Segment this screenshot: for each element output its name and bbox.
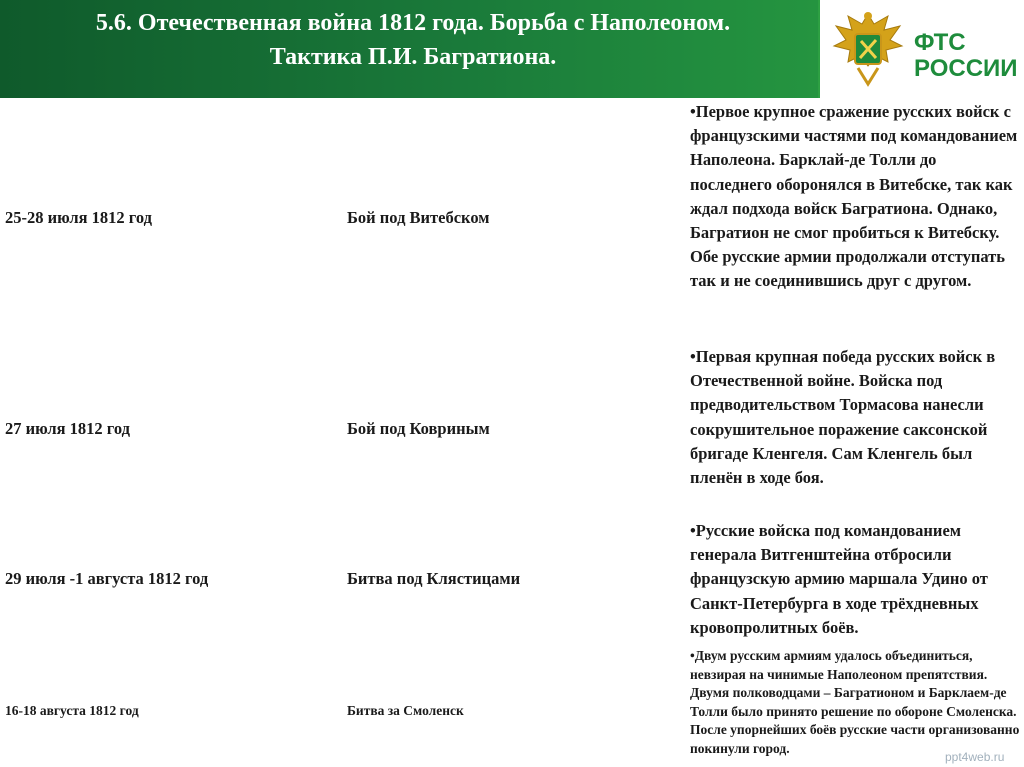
logo-text — [914, 30, 1018, 82]
table-row — [0, 344, 1024, 516]
row-event: Битва за Смоленск — [347, 703, 464, 718]
row-description: •Первое крупное сражение русских войск с французскими частями под командованием Наполеона. Барклай-де Толли до последнего оборонялся в Витебске, так как ждал подхода войск Багратиона. Однако, Багратион не смог пробиться к Витебску. Обе русские армии продолжали отступать так и не соединившись друг с другом. — [690, 102, 1018, 291]
row-event: Бой под Ковриным — [347, 419, 490, 438]
table-row — [0, 646, 1024, 767]
row-event: Битва под Клястицами — [347, 569, 521, 588]
row-date: 25-28 июля 1812 год — [5, 208, 152, 227]
double-headed-eagle-icon — [830, 8, 906, 88]
row-date: 16-18 августа 1812 год — [5, 703, 139, 718]
row-date: 27 июля 1812 год — [5, 419, 130, 438]
row-description: •Русские войска под командованием генерала Витгенштейна отбросили французскую армию маршала Удино от Санкт-Петербурга в ходе трёхдневных кровопролитных боёв. — [690, 521, 988, 637]
title-line-2: Тактика П.И. Багратиона. — [269, 44, 557, 70]
title-line-1: 5.6. Отечественная война 1812 года. Борьба с Наполеоном. — [95, 10, 731, 36]
row-description: •Двум русским армиям удалось объединиться, невзирая на чинимые Наполеоном препятствия. Двумя полководцами – Багратионом и Барклаем-де Толли было принято решение по обороне Смоленска. После упорнейших боёв русские части организованно покинули город. — [690, 648, 1020, 756]
row-event: Бой под Витебском — [347, 208, 490, 227]
logo-text-line1: ФТС — [914, 29, 966, 56]
row-date: 29 июля -1 августа 1812 год — [5, 569, 209, 588]
row-description: •Первая крупная победа русских войск в Отечественной войне. Войска под предводительством Тормасова нанесли сокрушительное поражение саксонской бригаде Кленгеля. Сам Кленгель был пленён в ходе боя. — [690, 347, 996, 488]
logo-divider — [818, 0, 820, 98]
fts-logo — [818, 0, 1024, 98]
slide-header — [0, 0, 1024, 98]
watermark: ppt4web.ru — [945, 750, 1005, 764]
table-row — [0, 98, 1024, 340]
slide-title — [18, 6, 808, 74]
logo-text-line2: РОССИИ — [914, 55, 1018, 82]
table-row — [0, 518, 1024, 642]
